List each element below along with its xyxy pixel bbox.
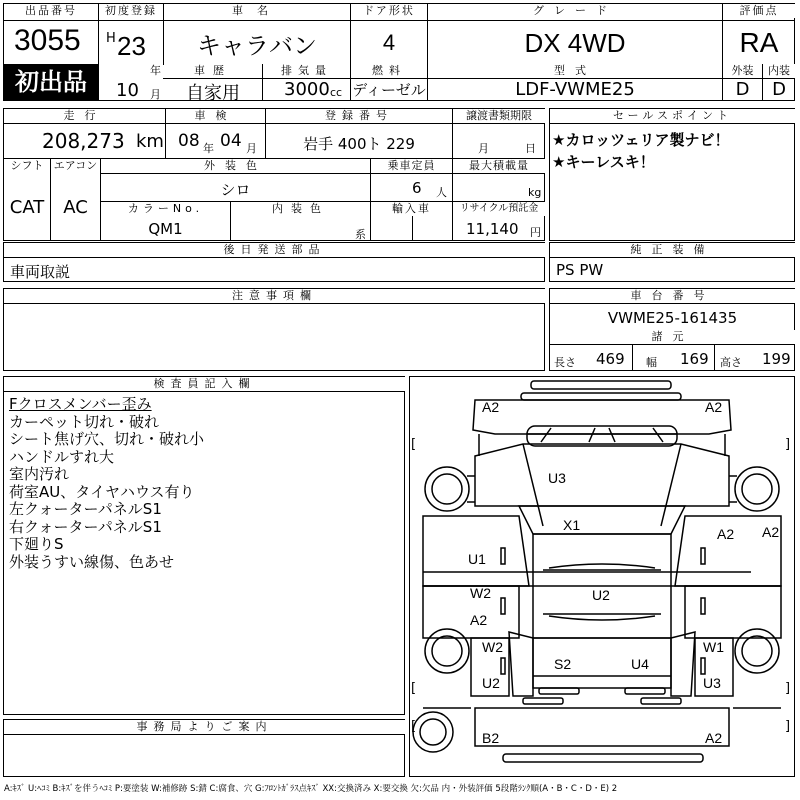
width-label: 幅	[646, 356, 657, 369]
sales-point-1: ★カロッツェリア製ナビ！	[552, 131, 730, 149]
import-label: 輸入車	[371, 202, 452, 216]
load-label: 最大積載量	[453, 159, 545, 173]
interior-color-label: 内装色	[231, 202, 370, 216]
lot-no-label: 出品番号	[4, 4, 98, 18]
note-line: ハンドルすれ大	[9, 447, 115, 466]
inspector-notes	[9, 396, 204, 571]
mark-a2-left-2: A2	[470, 612, 488, 628]
svg-text:]: ]	[785, 719, 791, 734]
svg-text:[: [	[411, 681, 417, 696]
sales-points-label: セールスポイント	[550, 109, 795, 123]
ac-label: エアコン	[51, 159, 100, 173]
parts-later-value: 車両取説	[10, 263, 71, 281]
model: LDF-VWME25	[515, 79, 635, 100]
sales-point-2: ★キーレスキ！	[552, 153, 655, 171]
shift: CAT	[9, 197, 45, 218]
first-reg-month: 10	[116, 80, 139, 101]
transfer-month-unit: 月	[478, 142, 489, 155]
first-reg-label: 初度登録	[99, 4, 163, 18]
mark-u2-left-quarter: U2	[482, 675, 500, 691]
reg-no: 岩手 400ト 229	[303, 135, 415, 153]
car-diagram	[409, 376, 795, 777]
month-unit: 月	[150, 88, 161, 101]
recycle-amount: 11,140	[466, 220, 519, 238]
genuine-equip-value: PS PW	[556, 261, 604, 279]
caution-label: 注意事項欄	[4, 289, 545, 303]
capacity: 6	[412, 179, 422, 197]
displacement: 3000	[284, 79, 330, 100]
note-line: Fクロスメンバー歪み	[9, 395, 152, 413]
exterior-label: 外装	[723, 64, 762, 78]
length-value: 469	[596, 350, 625, 368]
displacement-label: 排気量	[263, 64, 350, 78]
mileage-label: 走行	[4, 109, 165, 123]
mark-a2-front-left: A2	[482, 399, 500, 415]
svg-text:[: [	[411, 719, 417, 734]
note-line: 右クォーターパネルS1	[9, 517, 162, 536]
note-line: 室内汚れ	[9, 465, 70, 483]
svg-text:]: ]	[785, 437, 791, 452]
mark-a2-rear-right: A2	[705, 730, 723, 746]
mark-s2-rear: S2	[554, 656, 572, 672]
height-value: 199	[762, 350, 791, 368]
office-label: 事務局よりご案内	[4, 720, 405, 734]
mark-x1-windshield: X1	[563, 517, 581, 533]
fuel-label: 燃料	[351, 64, 427, 78]
mark-u1-left-door: U1	[468, 551, 486, 567]
mark-u3-right-quarter: U3	[703, 675, 721, 691]
mark-w1-right: W1	[703, 639, 724, 655]
note-line: シート焦げ穴、切れ・破れ小	[9, 430, 205, 448]
note-line: 左クォーターパネルS1	[9, 500, 162, 518]
mark-a2-front-right: A2	[705, 399, 723, 415]
reg-no-label: 登録番号	[266, 109, 452, 123]
grade-label: グレード	[428, 4, 722, 18]
history: 自家用	[186, 83, 240, 104]
shift-label: シフト	[4, 159, 50, 173]
genuine-equip-label: 純正装備	[550, 243, 795, 257]
history-label: 車歴	[164, 64, 262, 78]
chassis-no: VWME25-161435	[607, 309, 738, 327]
displacement-unit: cc	[330, 86, 343, 99]
inspection-month: 04	[220, 131, 242, 151]
door-label: ドア形状	[351, 4, 427, 18]
mark-u4-rear: U4	[631, 656, 649, 672]
height-label: 高さ	[720, 356, 742, 369]
transfer-deadline-label: 譲渡書類期限	[453, 109, 545, 123]
mark-w2-left-3: W2	[482, 639, 503, 655]
inspection-year-unit: 年	[203, 142, 214, 155]
svg-text:]: ]	[785, 681, 791, 696]
grade: DX 4WD	[524, 28, 626, 58]
length-label: 長さ	[554, 356, 576, 369]
note-line: 荷室AU、タイヤハウス有り	[9, 482, 195, 501]
recycle-unit: 円	[530, 226, 541, 239]
mileage-unit: km	[136, 131, 164, 152]
inspection-year: 08	[178, 131, 200, 151]
interior-label: 内装	[763, 64, 795, 78]
parts-later-label: 後日発送部品	[4, 243, 545, 257]
inspection-month-unit: 月	[246, 142, 257, 155]
year-unit: 年	[150, 64, 161, 77]
first-reg-year: 23	[117, 31, 146, 61]
inspector-label: 検査員記入欄	[4, 377, 405, 391]
mark-u3-hood: U3	[548, 470, 566, 486]
sales-points-box	[549, 108, 795, 241]
ac: AC	[63, 197, 88, 218]
score: RA	[739, 27, 779, 58]
inspection-label: 車検	[166, 109, 265, 123]
note-line: 外装うすい線傷、色あせ	[9, 552, 175, 571]
chassis-label: 車台番号	[550, 289, 795, 303]
transfer-day-unit: 日	[525, 142, 536, 155]
first-listing-text: 初出品	[15, 68, 87, 96]
mark-u2-roof: U2	[592, 587, 610, 603]
mileage: 208,273	[42, 129, 125, 153]
mark-a2-right-door: A2	[717, 526, 735, 542]
mark-a2-right-fender: A2	[762, 524, 780, 540]
specs-label: 諸元	[550, 330, 795, 344]
score-label: 評価点	[723, 4, 795, 18]
car-name-label: 車名	[164, 4, 350, 18]
lot-no: 3055	[14, 24, 81, 57]
exterior-score: D	[735, 79, 750, 100]
color-no-label: カラーNo.	[101, 202, 230, 216]
note-line: 下廻りS	[9, 535, 64, 553]
width-value: 169	[680, 350, 709, 368]
interior-color-unit: 系	[355, 228, 366, 241]
svg-text:[: [	[411, 437, 417, 452]
note-line: カーペット切れ・破れ	[9, 412, 160, 431]
model-label: 型式	[428, 64, 722, 78]
recycle-label: リサイクル預託金	[453, 202, 545, 216]
footer-legend: A:ｷｽﾞ U:ﾍｺﾐ B:ｷｽﾞを伴うﾍｺﾐ P:要塗装 W:補修跡 S:錆 C:腐食、穴 G:ﾌﾛﾝﾄｶﾞﾗｽ点ｷｽﾞ XX:交換済み X:要交換 欠:欠品 内・外装評価 5段階ﾗﾝｸ順(A・B・C・D・E) 2	[4, 784, 618, 794]
mark-b2-rear-left: B2	[482, 730, 500, 746]
first-reg-era: H	[106, 31, 116, 46]
fuel: ディーゼル	[352, 81, 426, 99]
color-no: QM1	[148, 220, 183, 238]
interior-score: D	[772, 79, 786, 100]
doors: 4	[382, 30, 396, 55]
mark-w2-left-1: W2	[470, 585, 491, 601]
color-label: 外装色	[101, 159, 370, 173]
vehicle-info-middle	[3, 108, 545, 241]
load-unit: kg	[528, 186, 542, 199]
capacity-label: 乗車定員	[371, 159, 452, 173]
car-name: キャラバン	[197, 32, 317, 60]
color: シロ	[220, 181, 251, 199]
capacity-unit: 人	[436, 186, 447, 199]
